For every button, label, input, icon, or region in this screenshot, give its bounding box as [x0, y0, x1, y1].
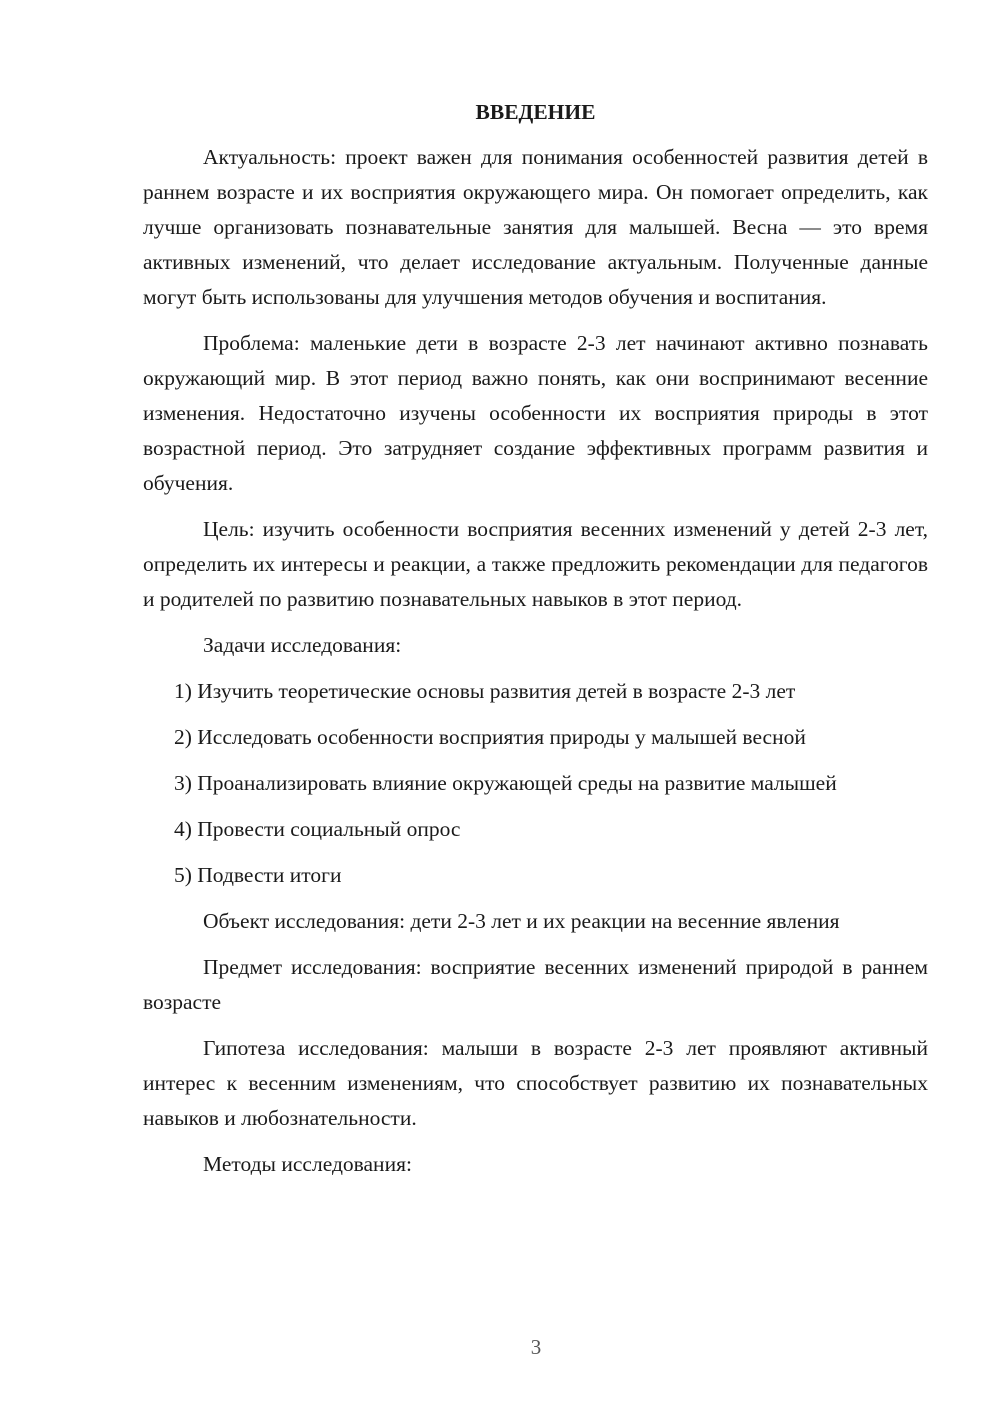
paragraph-object: Объект исследования: дети 2-3 лет и их реакции на весенние явления [203, 909, 840, 933]
page-number: 3 [530, 1335, 542, 1359]
paragraph-relevance: Актуальность: проект важен для понимания особенностей развития детей в раннем возрасте и их восприятия окружающего мира. Он помогает определить, как лучше организовать познавательные занятия для малышей. Весна — это время активных изменений, что делает исследование актуальным. Полученные данные могут быть использованы для улучшения методов обучения и воспитания. [143, 145, 928, 309]
section-title: ВВЕДЕНИЕ [475, 100, 596, 124]
paragraph-goal: Цель: изучить особенности восприятия весенних изменений у детей 2-3 лет, определить их интересы и реакции, а также предложить рекомендации для педагогов и родителей по развитию познавательных навыков в этот период. [143, 517, 928, 611]
task-item-5: 5) Подвести итоги [174, 863, 342, 887]
task-item-2: 2) Исследовать особенности восприятия природы у малышей весной [174, 725, 806, 749]
task-item-4: 4) Провести социальный опрос [174, 817, 461, 841]
tasks-heading: Задачи исследования: [203, 633, 402, 657]
paragraph-problem: Проблема: маленькие дети в возрасте 2-3 лет начинают активно познавать окружающий мир. В этот период важно понять, как они воспринимают весенние изменения. Недостаточно изучены особенности их восприятия природы в этот возрастной период. Это затрудняет создание эффективных программ развития и обучения. [143, 331, 928, 495]
methods-heading: Методы исследования: [203, 1152, 412, 1176]
paragraph-hypothesis: Гипотеза исследования: малыши в возрасте 2-3 лет проявляют активный интерес к весенним изменениям, что способствует развитию их познавательных навыков и любознательности. [143, 1036, 928, 1130]
paragraph-subject: Предмет исследования: восприятие весенних изменений природой в раннем возрасте [143, 955, 928, 1014]
task-item-3: 3) Проанализировать влияние окружающей среды на развитие малышей [174, 771, 837, 795]
document-page [143, 95, 928, 1193]
task-item-1: 1) Изучить теоретические основы развития детей в возрасте 2-3 лет [174, 679, 796, 703]
